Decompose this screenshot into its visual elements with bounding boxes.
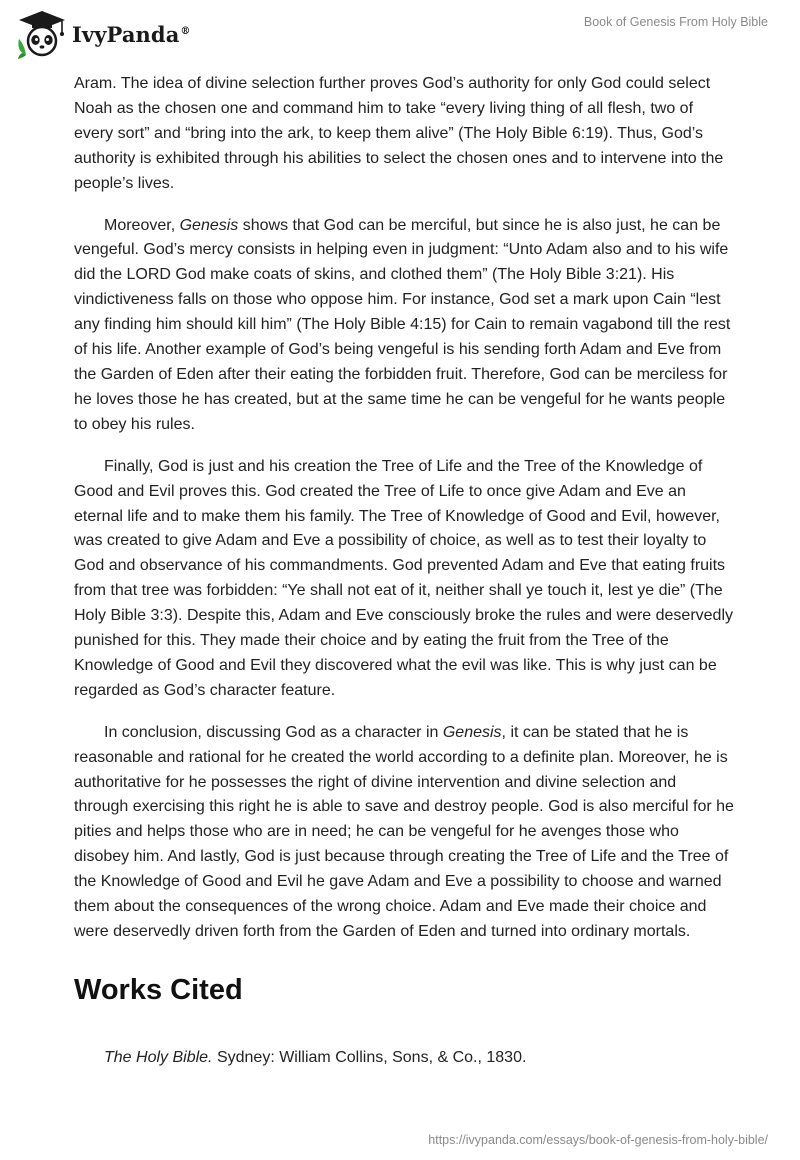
- citation-entry: [104, 1045, 526, 1070]
- paragraph-2: [74, 214, 734, 438]
- paragraph-2-text-b: shows that God can be merciful, but since he is also just, he can be vengeful. God’s mercy consists in helping even in judgment: “Unto Adam also and to his wife did the LORD God make coats of skins, and clothed them” (The Holy Bible 3:21). His vindictiveness falls on those who oppose him. For instance, God set a mark upon Cain “lest any finding him should kill him” (The Holy Bible 4:15) for Cain to remain vagabond till the rest of his life. Another example of God’s being vengeful is his sending forth Adam and Eve from the Garden of Eden after their eating the forbidden fruit. Therefore, God can be merciless for he loves those he has created, but at the same time he can be vengeful for he wants people to obey his rules.: [74, 216, 731, 433]
- paragraph-2-text-a: Moreover,: [104, 216, 180, 234]
- citation-title: The Holy Bible.: [104, 1049, 213, 1066]
- page-header: [0, 0, 800, 66]
- footer-url-link[interactable]: https://ivypanda.com/essays/book-of-genesis-from-holy-bible/: [428, 1133, 768, 1147]
- panda-graduation-cap-icon: [16, 9, 68, 59]
- ivypanda-logo[interactable]: [16, 9, 191, 59]
- document-title: Book of Genesis From Holy Bible: [583, 15, 768, 29]
- paragraph-4-text-a: In conclusion, discussing God as a character in: [104, 723, 443, 741]
- registered-mark: ®: [180, 25, 191, 37]
- works-cited-heading: Works Cited: [74, 973, 243, 1006]
- paragraph-3: Finally, God is just and his creation the Tree of Life and the Tree of the Knowledge of Good and Evil proves this. God created the Tree of Life to once give Adam and Eve an eternal life and to make them his family. The Tree of Knowledge of Good and Evil, however, was created to give Adam and Eve a possibility of choice, as well as to test their loyalty to God and observance of his commandments. God prevented Adam and Eve that eating fruits from that tree was forbidden: “Ye shall not eat of it, neither shall ye touch it, lest ye die” (The Holy Bible 3:3). Despite this, Adam and Eve consciously broke the rules and were deservedly punished for this. They made their choice and by eating the fruit from the Tree of the Knowledge of Good and Evil they discovered what the evil was like. This is why just can be regarded as God’s character feature.: [74, 457, 734, 699]
- paragraph-4-italic: Genesis: [442, 723, 502, 741]
- paragraph-4-text-b: , it can be stated that he is reasonable and rational for he created the world according to a definite plan. Moreover, he is authoritative for he possesses the right of divine intervention and divine selection and through exercising this right he is able to save and destroy people. God is also merciful for he pities and helps those who are in need; he can be vengeful for he avenges those who disobey him. And lastly, God is just because through creating the Tree of Life and the Tree of the Knowledge of Good and Evil he gave Adam and Eve a possibility to choose and warned them about the consequences of the wrong choice. Adam and Eve made their choice and were deservedly driven forth from the Garden of Eden and turned into ordinary mortals.: [74, 723, 734, 940]
- paragraph-1: Aram. The idea of divine selection further proves God’s authority for only God could select Noah as the chosen one and command him to take “every living thing of all flesh, two of every sort” and “bring into the ark, to keep them alive” (The Holy Bible 6:19). Thus, God’s authority is exhibited through his abilities to select the chosen ones and to intervene into the people’s lives.: [74, 75, 724, 192]
- logo-wordmark: [72, 22, 191, 47]
- essay-body: [74, 72, 734, 1007]
- citation-details: Sydney: William Collins, Sons, & Co., 1830.: [212, 1049, 527, 1066]
- logo-name: IvyPanda: [72, 21, 180, 47]
- paragraph-4: [74, 721, 734, 945]
- paragraph-2-italic: Genesis: [179, 216, 239, 234]
